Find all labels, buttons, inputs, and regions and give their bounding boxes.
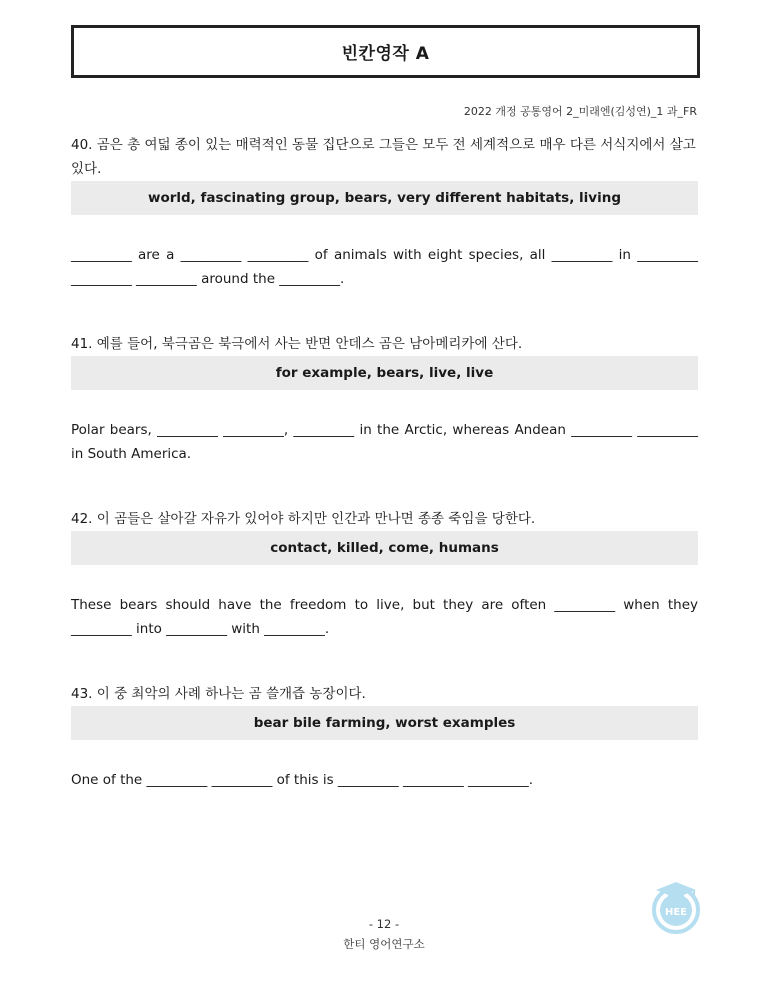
hint-words: for example, bears, live, live bbox=[275, 365, 494, 381]
answer-sentence-40: _________ are a _________ _________ of animals with eight species, all _________ in _________ _________ _________ around the _________. bbox=[71, 247, 698, 287]
answer-sentence-42: These bears should have the freedom to live, but they are often _________ when they _________ into _________ with _________. bbox=[71, 597, 698, 637]
question-prompt-42: 42. 이 곰들은 살아갈 자유가 있어야 하지만 인간과 만나면 종종 죽임을 당한다. bbox=[71, 511, 536, 527]
logo-text: HEE bbox=[664, 907, 688, 918]
page-number: - 12 - bbox=[368, 917, 400, 931]
hint-box-41 bbox=[71, 356, 698, 390]
hint-box-40 bbox=[71, 181, 698, 215]
question-prompt-40: 40. 곰은 총 여덟 종이 있는 매력적인 동물 집단으로 그들은 모두 전 세계적으로 매우 다른 서식지에서 살고 있다. bbox=[71, 137, 696, 177]
hint-words: bear bile farming, worst examples bbox=[253, 715, 516, 731]
question-prompt-43: 43. 이 중 최악의 사례 하나는 곰 쓸개즙 농장이다. bbox=[71, 686, 366, 702]
answer-sentence-41: Polar bears, _________ _________, _________ in the Arctic, whereas Andean _________ _________ in South America. bbox=[71, 422, 698, 462]
page-title: 빈칸영작 A bbox=[341, 44, 430, 64]
hint-box-43 bbox=[71, 706, 698, 740]
answer-sentence-43: One of the _________ _________ of this is _________ _________ _________. bbox=[71, 772, 534, 788]
page-subtitle: 2022 개정 공통영어 2_미래엔(김성연)_1 과_FR bbox=[463, 105, 697, 118]
question-prompt-41: 41. 예를 들어, 북극곰은 북극에서 사는 반면 안데스 곰은 남아메리카에 산다. bbox=[71, 336, 523, 352]
title-box bbox=[71, 25, 700, 78]
hint-words: world, fascinating group, bears, very different habitats, living bbox=[147, 190, 622, 206]
organization-name: 한티 영어연구소 bbox=[343, 937, 425, 951]
hint-words: contact, killed, come, humans bbox=[270, 540, 499, 556]
hint-box-42 bbox=[71, 531, 698, 565]
